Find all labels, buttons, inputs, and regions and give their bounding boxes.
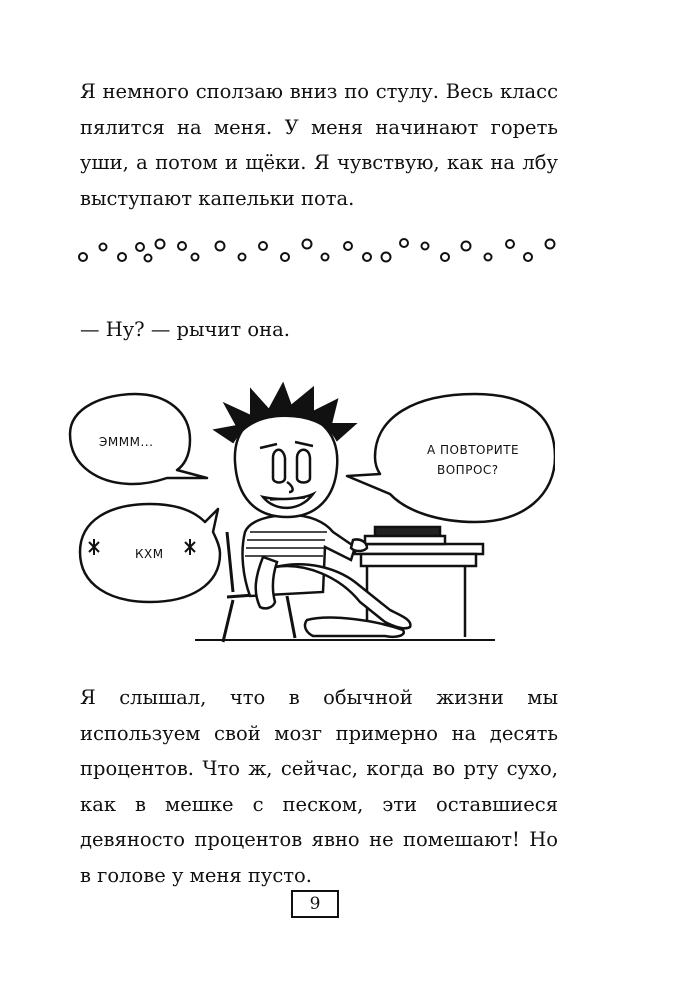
scene-dot (485, 254, 492, 261)
page-number: 9 (291, 890, 339, 918)
paragraph-intro-text: Я немного сползаю вниз по стулу. Весь класс пялится на меня. У меня начинают гореть уши, а потом и щёки. Я чувствую, как на лбу выступают капельки пота. (80, 80, 558, 210)
scene-dot (462, 242, 471, 251)
scene-dot (192, 254, 199, 261)
scene-dot (524, 253, 532, 261)
scene-dot (79, 253, 87, 261)
scene-dot (546, 240, 555, 249)
scene-dot (259, 242, 267, 250)
school-desk (355, 527, 483, 637)
paragraph-intro (80, 74, 558, 216)
scene-dot (441, 253, 449, 261)
paragraph-thoughts (80, 680, 558, 893)
scene-break-dots (70, 232, 570, 268)
scene-dot (344, 242, 352, 250)
scene-dot (118, 253, 126, 261)
scene-dot (281, 253, 289, 261)
scene-dot (382, 253, 391, 262)
scene-dot (100, 244, 107, 251)
bubble-text-khm: КХМ (135, 547, 164, 561)
cartoon-illustration (55, 382, 555, 657)
paragraph-thoughts-text: Я слышал, что в обычной жизни мы используем свой мозг примерно на десять процентов. Что ж, сейчас, когда во рту сухо, как в мешке с песком, эти оставшиеся девяносто процентов явно не помешают! Но в голове у меня пусто. (80, 686, 558, 887)
scene-dot (506, 240, 514, 248)
scene-dot (156, 240, 165, 249)
scene-dot (303, 240, 312, 249)
scene-dot (400, 239, 408, 247)
scene-dot (239, 254, 246, 261)
scene-dot (136, 243, 144, 251)
bubble-text-question-line2: ВОПРОС? (437, 463, 499, 477)
bubble-text-question-line1: А ПОВТОРИТЕ (427, 443, 520, 457)
bubble-text-emmm: ЭМММ... (99, 435, 154, 449)
dialog-line: — Ну? — рычит она. (80, 318, 290, 341)
scene-dot (216, 242, 225, 251)
scene-dot (322, 254, 329, 261)
scene-dot (363, 253, 371, 261)
speech-bubble-question (347, 394, 555, 522)
scene-dot (145, 255, 152, 262)
scene-dot (178, 242, 186, 250)
scene-dot (422, 243, 429, 250)
